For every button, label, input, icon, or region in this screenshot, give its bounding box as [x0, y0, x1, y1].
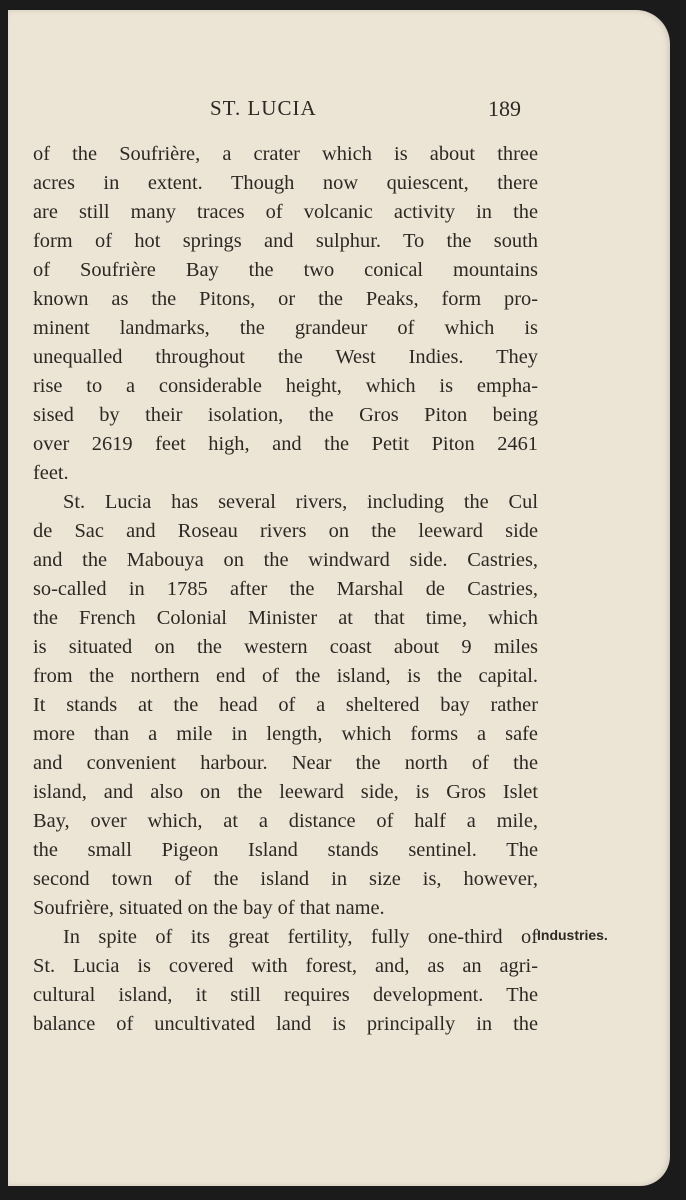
text-line: of Soufrière Bay the two conical mountains [33, 259, 538, 281]
paragraph-start: St. Lucia has several rivers, including the Cul [63, 491, 538, 513]
running-head [8, 96, 670, 126]
text-line: rise to a considerable height, which is empha- [33, 375, 538, 397]
text-line: over 2619 feet high, and the Petit Piton 2461 [33, 433, 538, 455]
book-page [8, 10, 670, 1186]
text-line: and the Mabouya on the windward side. Castries, [33, 549, 538, 571]
text-line: and convenient harbour. Near the north of the [33, 752, 538, 774]
text-line: of the Soufrière, a crater which is about three [33, 143, 538, 165]
text-line: from the northern end of the island, is the capital. [33, 665, 538, 687]
text-line: feet. [33, 462, 69, 484]
text-line: form of hot springs and sulphur. To the south [33, 230, 538, 252]
marginal-note: Industries. [537, 927, 608, 943]
running-title: ST. LUCIA [210, 96, 317, 120]
text-line: island, and also on the leeward side, is Gros Islet [33, 781, 538, 803]
text-line: de Sac and Roseau rivers on the leeward side [33, 520, 538, 542]
text-line: Bay, over which, at a distance of half a mile, [33, 810, 538, 832]
text-line: acres in extent. Though now quiescent, there [33, 172, 538, 194]
text-line: so-called in 1785 after the Marshal de Castries, [33, 578, 538, 600]
text-line: balance of uncultivated land is principally in the [33, 1013, 538, 1035]
text-line: second town of the island in size is, however, [33, 868, 538, 890]
text-line: more than a mile in length, which forms a safe [33, 723, 538, 745]
text-line: are still many traces of volcanic activity in the [33, 201, 538, 223]
text-line: the small Pigeon Island stands sentinel. The [33, 839, 538, 861]
paragraph-start: In spite of its great fertility, fully one-third of [63, 926, 538, 948]
text-line: is situated on the western coast about 9 miles [33, 636, 538, 658]
text-line: St. Lucia is covered with forest, and, as an agri- [33, 955, 538, 977]
text-line: known as the Pitons, or the Peaks, form pro- [33, 288, 538, 310]
text-line: the French Colonial Minister at that time, which [33, 607, 538, 629]
text-line: Soufrière, situated on the bay of that name. [33, 897, 385, 919]
page-number: 189 [488, 96, 521, 121]
text-line: minent landmarks, the grandeur of which is [33, 317, 538, 339]
text-line: unequalled throughout the West Indies. They [33, 346, 538, 368]
text-line: cultural island, it still requires development. The [33, 984, 538, 1006]
body-text [33, 140, 538, 1039]
text-line: sised by their isolation, the Gros Piton being [33, 404, 538, 426]
text-line: It stands at the head of a sheltered bay rather [33, 694, 538, 716]
